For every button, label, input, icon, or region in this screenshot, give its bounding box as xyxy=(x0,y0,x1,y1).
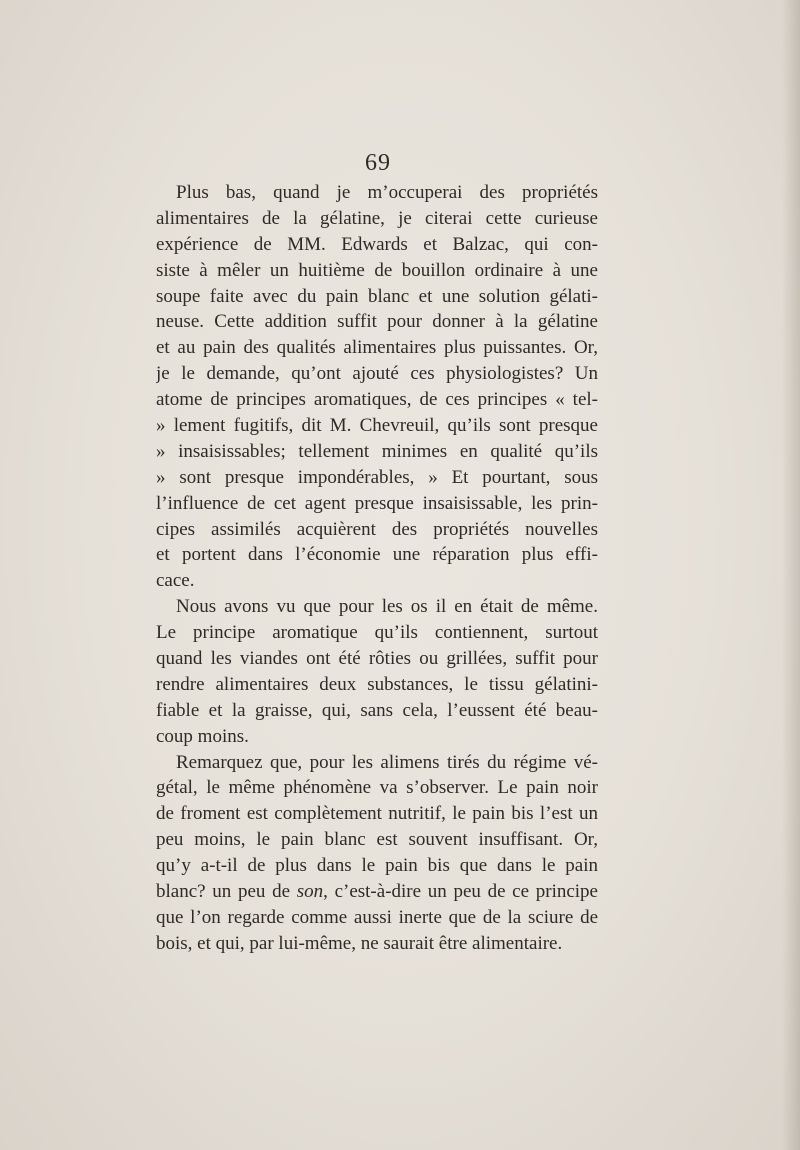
text-line: cace. xyxy=(156,570,195,592)
text-line: Le principe aromatique qu’ils contiennent, surtout xyxy=(156,622,598,644)
text-line: et portent dans l’économie une réparation plus effi- xyxy=(156,544,598,566)
text-line: et au pain des qualités alimentaires plus puissantes. Or, xyxy=(156,337,598,359)
text-line: fiable et la graisse, qui, sans cela, l’eussent été beau- xyxy=(156,699,598,721)
text-line: soupe faite avec du pain blanc et une solution gélati- xyxy=(156,285,598,307)
text-line: » lement fugitifs, dit M. Chevreuil, qu’ils sont presque xyxy=(156,415,598,437)
text-line: siste à mêler un huitième de bouillon ordinaire à une xyxy=(156,259,598,281)
text-line: que l’on regarde comme aussi inerte que de la sciure de xyxy=(156,906,598,928)
text-line: quand les viandes ont été rôties ou grillées, suffit pour xyxy=(156,648,598,670)
text-line: qu’y a-t-il de plus dans le pain bis que dans le pain xyxy=(156,855,598,877)
text-line: » insaisissables; tellement minimes en qualité qu’ils xyxy=(156,440,598,462)
text-line: atome de principes aromatiques, de ces principes « tel- xyxy=(156,389,598,411)
text-line: coup moins. xyxy=(156,725,249,747)
italic-word: son xyxy=(296,881,324,903)
body-text xyxy=(156,180,598,957)
text-line: expérience de MM. Edwards et Balzac, qui con- xyxy=(156,233,598,255)
text-line: Nous avons vu que pour les os il en était de même. xyxy=(176,596,598,618)
page-number: 69 xyxy=(365,150,391,176)
text-line: Plus bas, quand je m’occuperai des propriétés xyxy=(176,182,598,203)
text-line: l’influence de cet agent presque insaisissable, les prin- xyxy=(156,492,598,514)
page-edge-shadow xyxy=(782,0,800,1150)
text-line: bois, et qui, par lui-même, ne saurait être alimentaire. xyxy=(156,932,563,954)
text-line: je le demande, qu’ont ajouté ces physiologistes? Un xyxy=(156,363,598,385)
text-line: » sont presque impondérables, » Et pourtant, sous xyxy=(156,466,598,488)
text-segment: blanc? un peu de xyxy=(156,881,297,903)
text-segment: , c’est-à-dire un peu de ce principe xyxy=(323,881,598,903)
text-line: gétal, le même phénomène va s’observer. Le pain noir xyxy=(156,777,598,799)
text-line: alimentaires de la gélatine, je citerai cette curieuse xyxy=(156,207,598,229)
text-line: cipes assimilés acquièrent des propriétés nouvelles xyxy=(156,518,598,540)
text-line-with-italic xyxy=(156,879,598,905)
text-line: rendre alimentaires deux substances, le tissu gélatini- xyxy=(156,673,598,695)
text-line: de froment est complètement nutritif, le pain bis l’est un xyxy=(156,803,598,825)
text-line: neuse. Cette addition suffit pour donner à la gélatine xyxy=(156,311,598,333)
text-line: peu moins, le pain blanc est souvent insuffisant. Or, xyxy=(156,829,598,851)
text-line: Remarquez que, pour les alimens tirés du régime vé- xyxy=(176,751,598,773)
